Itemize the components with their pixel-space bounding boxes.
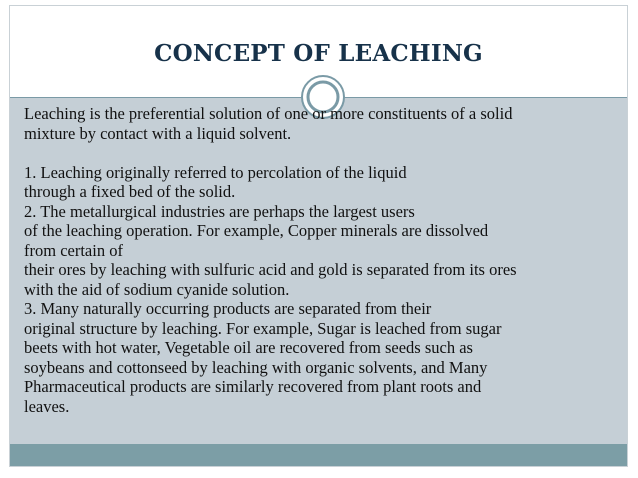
point-2-line: with the aid of sodium cyanide solution. bbox=[24, 279, 290, 299]
point-2-line: their ores by leaching with sulfuric acid and gold is separated from its ores bbox=[24, 260, 517, 279]
slide-body bbox=[24, 104, 622, 416]
intro-line: mixture by contact with a liquid solvent. bbox=[24, 123, 292, 143]
point-3-line: Pharmaceutical products are similarly recovered from plant roots and bbox=[24, 377, 482, 396]
point-3-line: leaves. bbox=[24, 396, 70, 416]
point-3-line: beets with hot water, Vegetable oil are recovered from seeds such as bbox=[24, 338, 473, 357]
slide-title: CONCEPT OF LEACHING bbox=[154, 40, 483, 67]
point-3-line: 3. Many naturally occurring products are separated from their bbox=[24, 299, 432, 318]
point-2-line: of the leaching operation. For example, Copper minerals are dissolved bbox=[24, 221, 489, 240]
intro-line: Leaching is the preferential solution of one or more constituents of a solid bbox=[24, 104, 513, 123]
point-2-line: 2. The metallurgical industries are perhaps the largest users bbox=[24, 201, 415, 221]
paragraph-gap bbox=[24, 143, 622, 163]
point-1-line: 1. Leaching originally referred to percolation of the liquid bbox=[24, 162, 407, 182]
point-1-line: through a fixed bed of the solid. bbox=[24, 182, 236, 201]
point-2-line: from certain of bbox=[24, 240, 123, 260]
point-3-line: original structure by leaching. For example, Sugar is leached from sugar bbox=[24, 318, 502, 338]
point-3-line: soybeans and cottonseed by leaching with organic solvents, and Many bbox=[24, 357, 488, 377]
